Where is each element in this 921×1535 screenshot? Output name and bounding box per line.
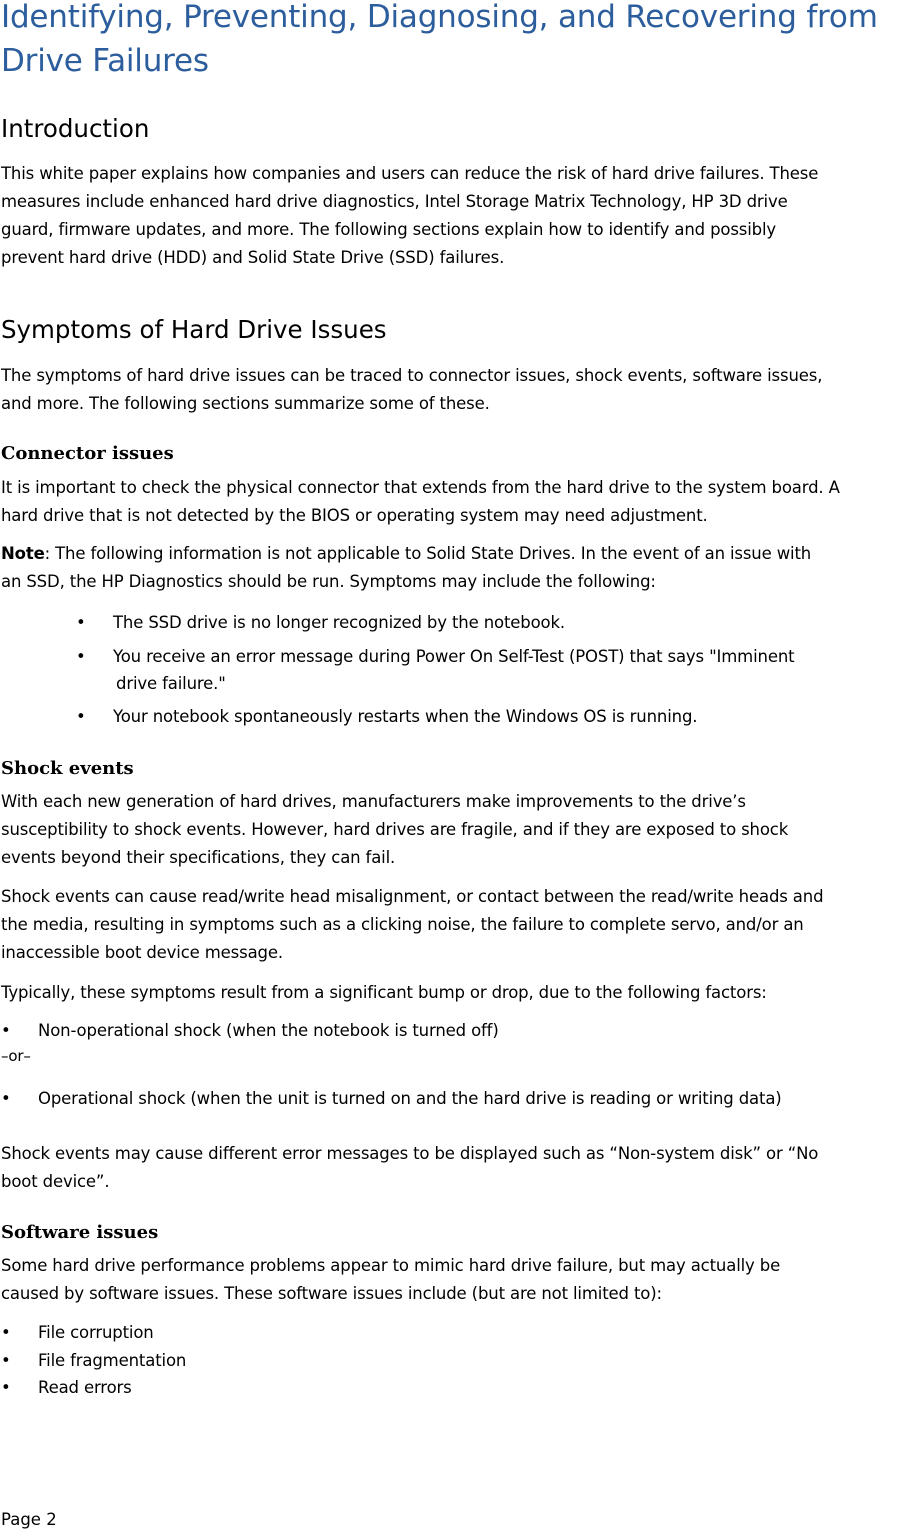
list-item: Non-operational shock (when the notebook is turned off) xyxy=(38,1021,499,1040)
connector-line: hard drive that is not detected by the BIOS or operating system may need adjustment. xyxy=(1,506,708,525)
symptoms-line: The symptoms of hard drive issues can be traced to connector issues, shock events, software issues, xyxy=(1,366,823,385)
or-separator: –or– xyxy=(1,1047,31,1065)
list-item: File fragmentation xyxy=(38,1351,187,1370)
page-title-line-1: Identifying, Preventing, Diagnosing, and Recovering from xyxy=(1,0,878,35)
list-item: The SSD drive is no longer recognized by the notebook. xyxy=(113,613,565,632)
shock-events-heading: Shock events xyxy=(1,758,134,779)
shock-line: With each new generation of hard drives, manufacturers make improvements to the drive’s xyxy=(1,792,746,811)
shock-line: susceptibility to shock events. However, hard drives are fragile, and if they are exposed to shock xyxy=(1,820,789,839)
note-line-1 xyxy=(1,544,811,563)
introduction-heading: Introduction xyxy=(1,114,150,143)
intro-line: measures include enhanced hard drive diagnostics, Intel Storage Matrix Technology, HP 3D drive xyxy=(1,192,788,211)
shock-line: the media, resulting in symptoms such as a clicking noise, the failure to complete servo, and/or an xyxy=(1,915,804,934)
bullet-icon: • xyxy=(1,1089,11,1108)
shock-line: events beyond their specifications, they can fail. xyxy=(1,848,396,867)
list-item: Your notebook spontaneously restarts when the Windows OS is running. xyxy=(113,707,698,726)
connector-line: It is important to check the physical connector that extends from the hard drive to the system board. A xyxy=(1,478,840,497)
note-line-2: an SSD, the HP Diagnostics should be run. Symptoms may include the following: xyxy=(1,572,656,591)
bullet-icon: • xyxy=(1,1323,11,1342)
note-text: : The following information is not applicable to Solid State Drives. In the event of an issue with xyxy=(44,544,812,563)
shock-line: Shock events can cause read/write head misalignment, or contact between the read/write heads and xyxy=(1,887,824,906)
bullet-icon: • xyxy=(76,707,86,726)
software-issues-heading: Software issues xyxy=(1,1222,159,1243)
intro-line: guard, firmware updates, and more. The following sections explain how to identify and possibly xyxy=(1,220,777,239)
shock-line: inaccessible boot device message. xyxy=(1,943,283,962)
bullet-icon: • xyxy=(1,1021,11,1040)
symptoms-line: and more. The following sections summarize some of these. xyxy=(1,394,490,413)
note-label: Note xyxy=(1,544,45,563)
connector-issues-heading: Connector issues xyxy=(1,443,174,464)
intro-line: prevent hard drive (HDD) and Solid State Drive (SSD) failures. xyxy=(1,248,505,267)
list-item: Operational shock (when the unit is turned on and the hard drive is reading or writing data) xyxy=(38,1089,782,1108)
intro-line: This white paper explains how companies and users can reduce the risk of hard drive failures. These xyxy=(1,164,819,183)
page-number: Page 2 xyxy=(1,1510,57,1529)
bullet-icon: • xyxy=(1,1378,11,1397)
shock-line: boot device”. xyxy=(1,1172,110,1191)
symptoms-heading: Symptoms of Hard Drive Issues xyxy=(1,315,387,344)
bullet-icon: • xyxy=(1,1351,11,1370)
list-item-continuation: drive failure." xyxy=(116,674,226,693)
bullet-icon: • xyxy=(76,613,86,632)
list-item: File corruption xyxy=(38,1323,154,1342)
list-item: You receive an error message during Power On Self-Test (POST) that says "Imminent xyxy=(113,647,795,666)
software-line: Some hard drive performance problems appear to mimic hard drive failure, but may actually be xyxy=(1,1256,781,1275)
bullet-icon: • xyxy=(76,647,86,666)
page-title-line-2: Drive Failures xyxy=(1,43,209,79)
software-line: caused by software issues. These software issues include (but are not limited to): xyxy=(1,1284,662,1303)
list-item: Read errors xyxy=(38,1378,132,1397)
shock-line: Typically, these symptoms result from a significant bump or drop, due to the following factors: xyxy=(1,983,767,1002)
shock-line: Shock events may cause different error messages to be displayed such as “Non-system disk” or “No xyxy=(1,1144,819,1163)
